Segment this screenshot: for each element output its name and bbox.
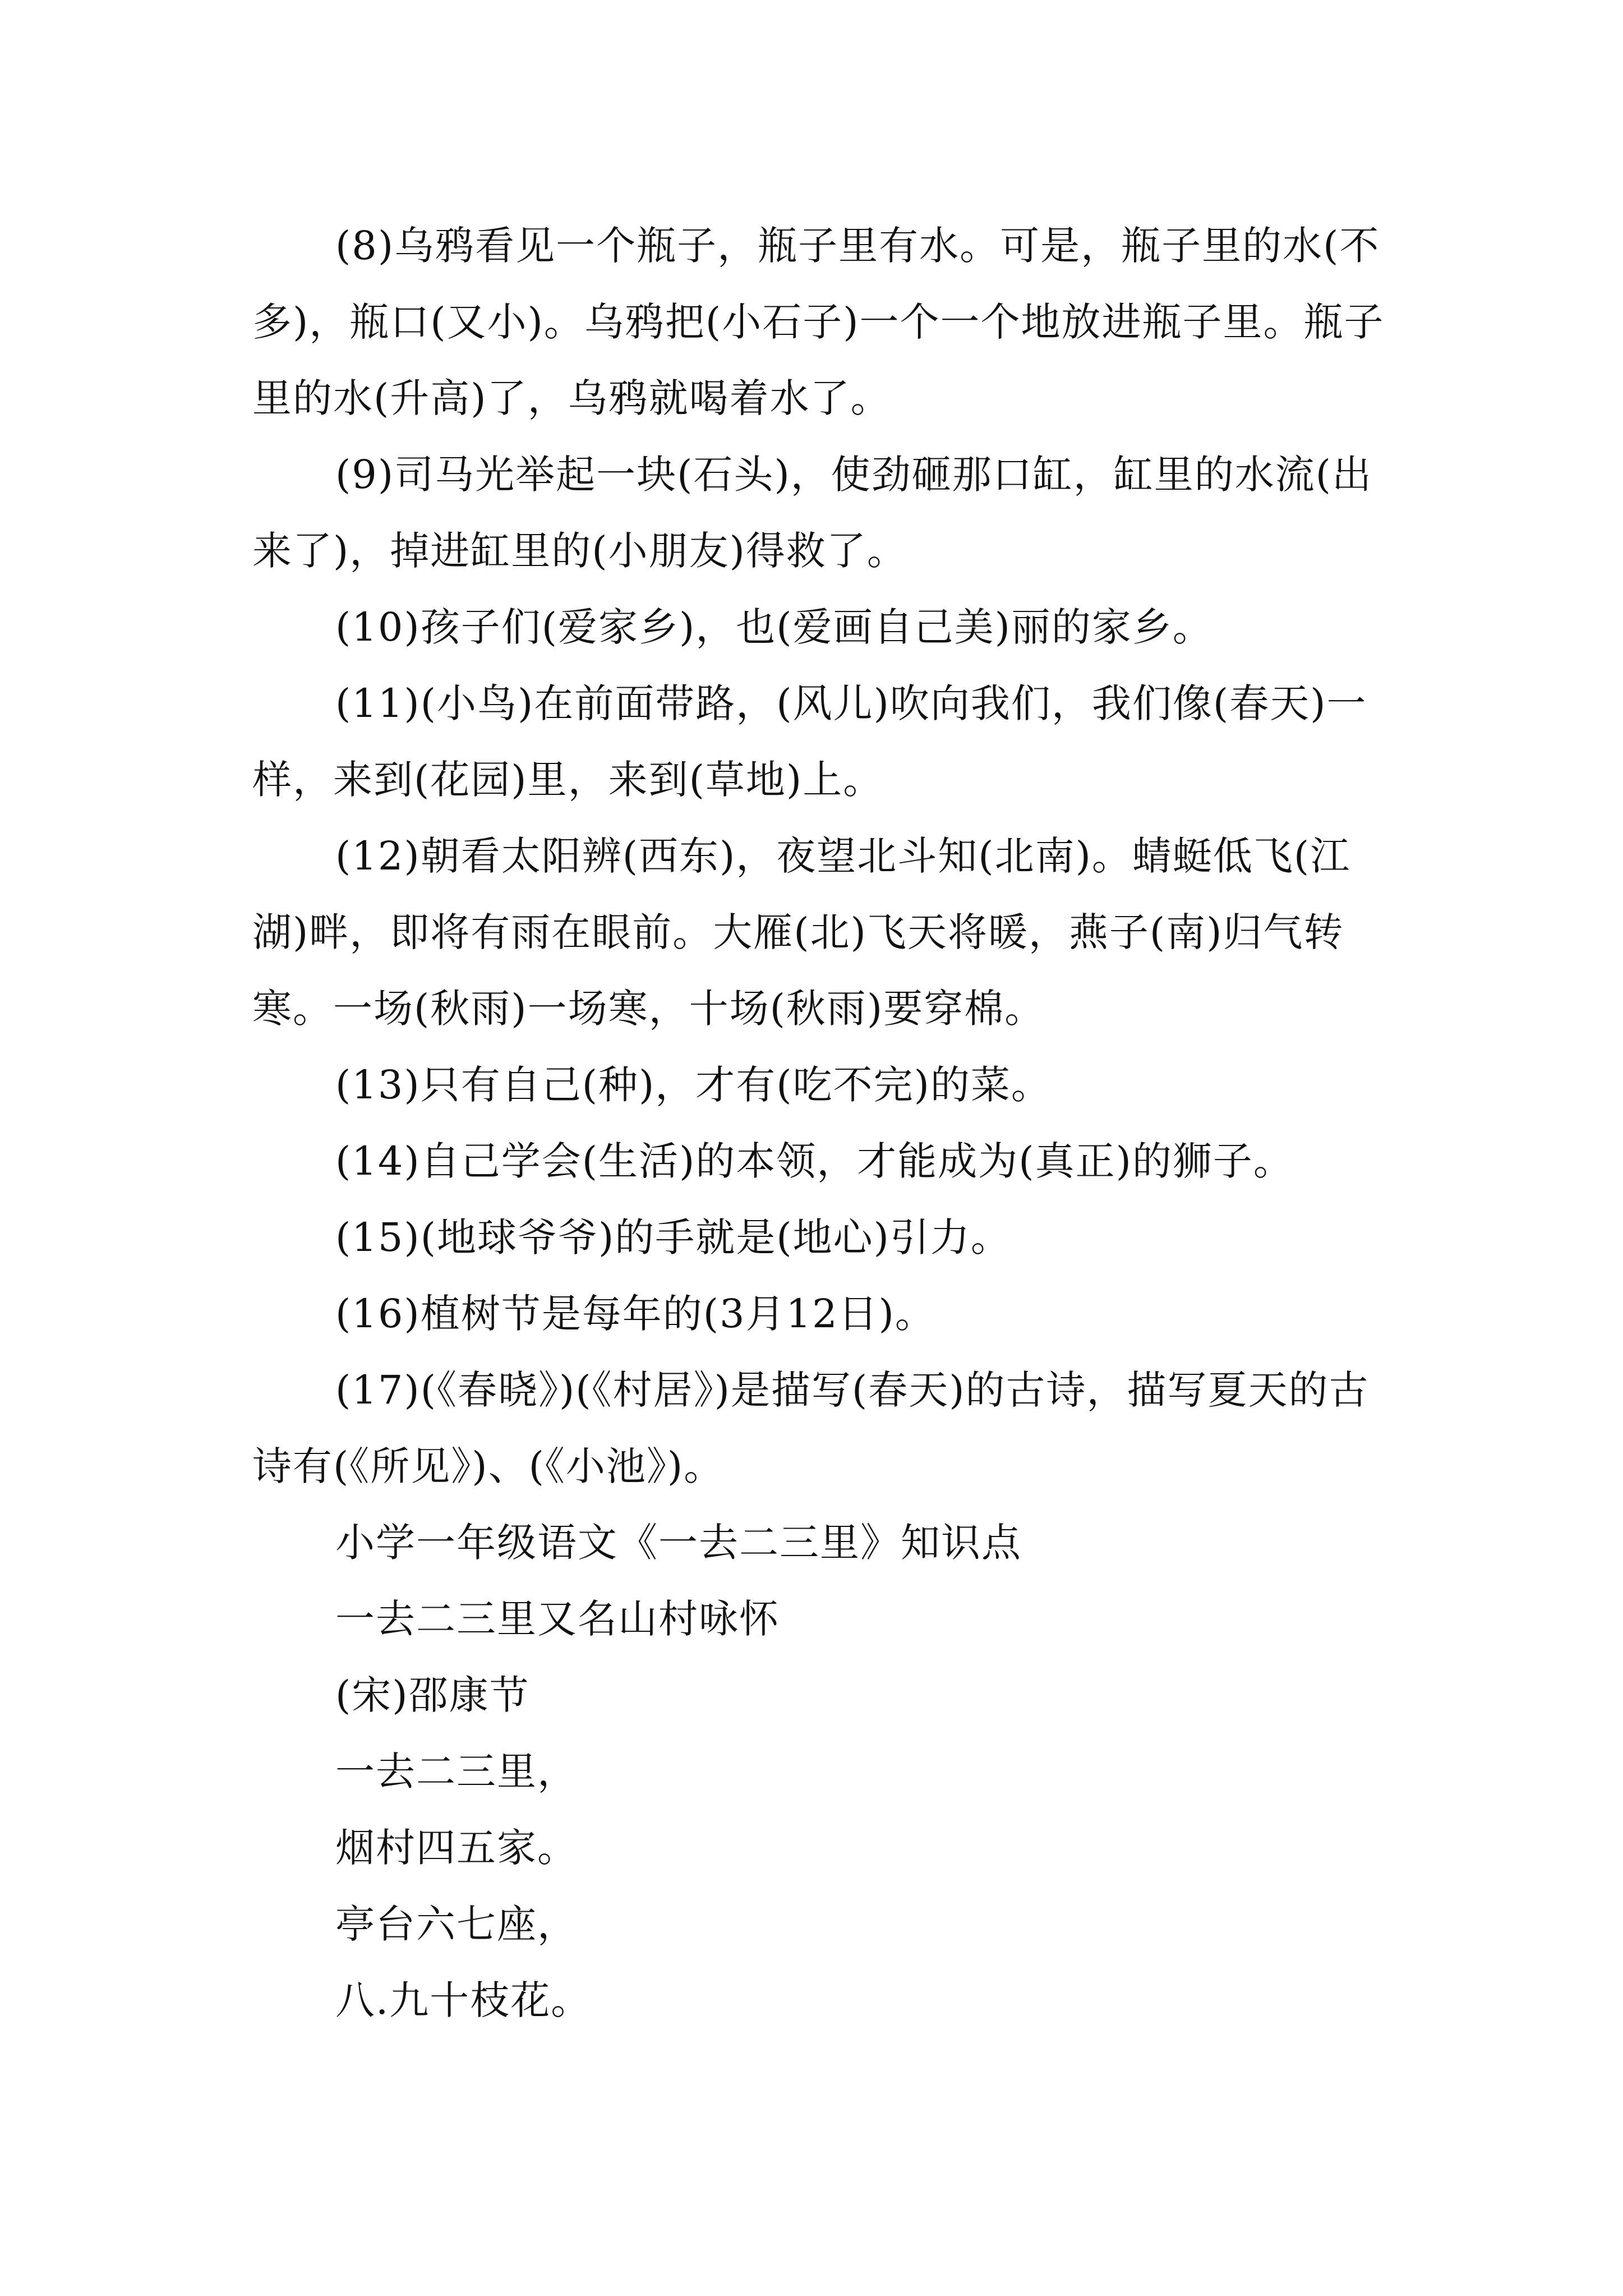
section-heading: 小学一年级语文《一去二三里》知识点 xyxy=(335,1520,1022,1566)
document-body xyxy=(252,208,1396,2039)
poem-line-2: 烟村四五家。 xyxy=(335,1825,578,1871)
poem-title: 一去二三里又名山村咏怀 xyxy=(335,1596,780,1642)
poem-line-3: 亭台六七座， xyxy=(335,1901,578,1947)
poem-author: (宋)邵康节 xyxy=(335,1672,530,1718)
poem-line-4: 八.九十枝花。 xyxy=(335,1977,592,2023)
paragraph-13: (13)只有自己(种)，才有(吃不完)的菜。 xyxy=(335,1062,1052,1108)
paragraph-9: (9)司马光举起一块(石头)，使劲砸那口缸，缸里的水流(出来了)，掉进缸里的(小朋友)得救了。 xyxy=(252,452,1373,574)
paragraph-11: (11)(小鸟)在前面带路，(风儿)吹向我们，我们像(春天)一样，来到(花园)里，来到(草地)上。 xyxy=(252,680,1367,803)
paragraph-14: (14)自己学会(生活)的本领，才能成为(真正)的狮子。 xyxy=(335,1138,1294,1184)
paragraph-12: (12)朝看太阳辨(西东)，夜望北斗知(北南)。蜻蜓低飞(江湖)畔，即将有雨在眼前。大雁(北)飞天将暖，燕子(南)归气转寒。一场(秋雨)一场寒，十场(秋雨)要穿棉。 xyxy=(252,833,1351,1032)
paragraph-15: (15)(地球爷爷)的手就是(地心)引力。 xyxy=(335,1214,1011,1260)
poem-line-1: 一去二三里， xyxy=(335,1749,578,1795)
paragraph-17: (17)(《春晓》)(《村居》)是描写(春天)的古诗，描写夏天的古诗有(《所见》)、(《小池》)。 xyxy=(252,1367,1370,1489)
paragraph-10: (10)孩子们(爱家乡)，也(爱画自己美)丽的家乡。 xyxy=(335,604,1213,650)
paragraph-16: (16)植树节是每年的(3月12日)。 xyxy=(335,1291,935,1337)
paragraph-8: (8)乌鸦看见一个瓶子，瓶子里有水。可是，瓶子里的水(不多)，瓶口(又小)。乌鸦把(小石子)一个一个地放进瓶子里。瓶子里的水(升高)了，乌鸦就喝着水了。 xyxy=(252,223,1385,421)
